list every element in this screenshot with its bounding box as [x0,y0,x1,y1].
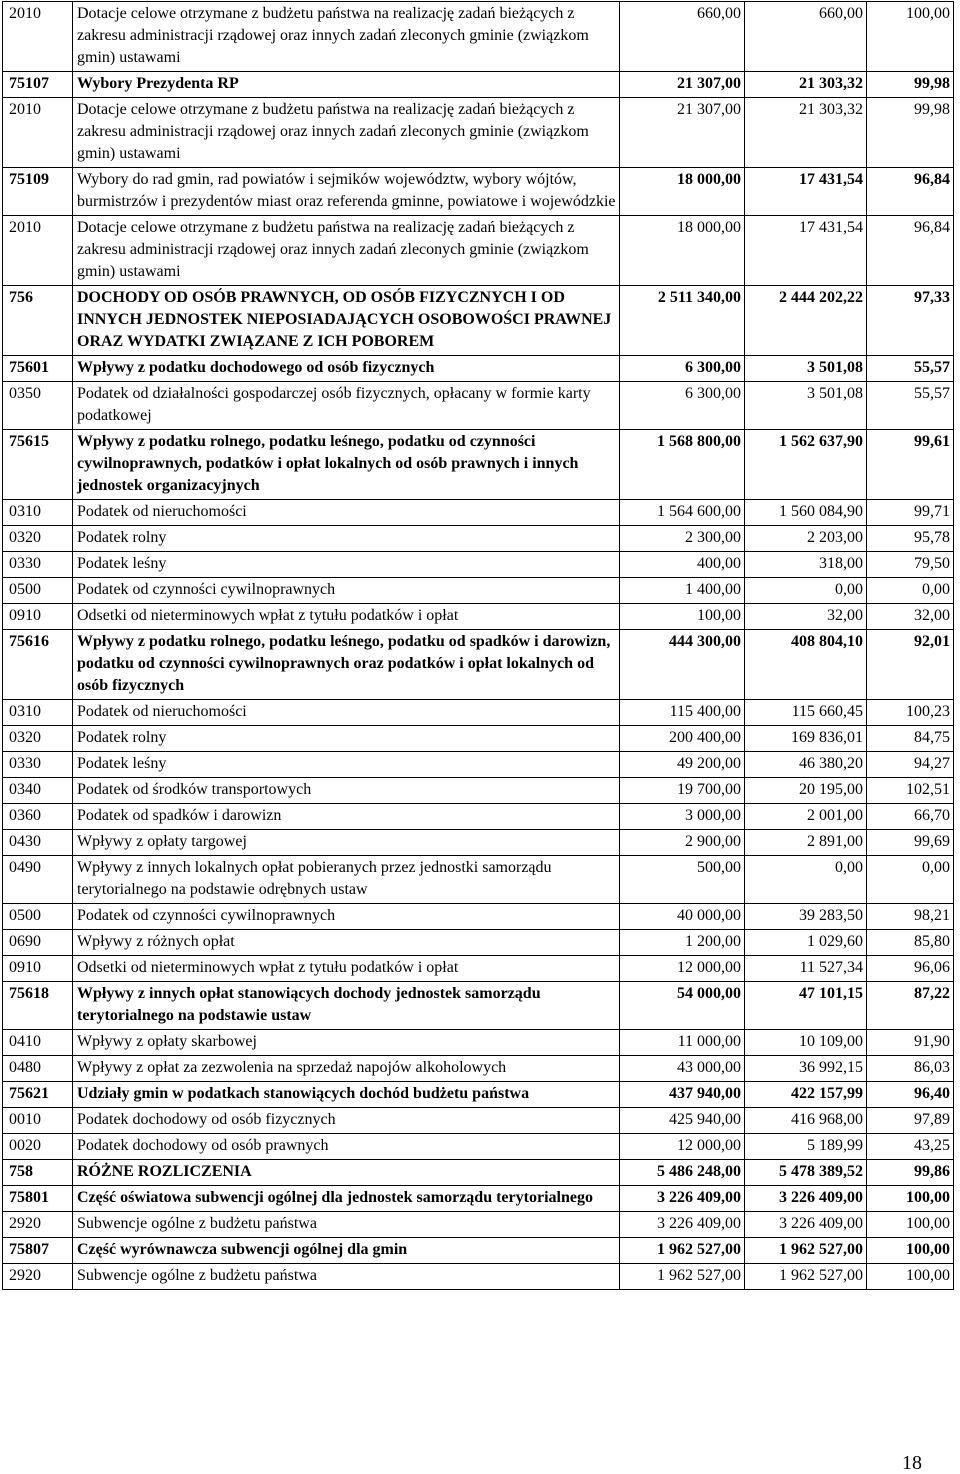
row-code: 0690 [3,930,73,956]
row-description: Wpływy z podatku dochodowego od osób fizycznych [73,356,620,382]
table-row [3,956,954,982]
row-executed-amount: 2 444 202,22 [745,286,867,356]
row-executed-amount: 0,00 [745,856,867,904]
row-executed-amount: 36 992,15 [745,1056,867,1082]
row-plan-amount: 660,00 [620,2,745,72]
row-percent: 85,80 [867,930,954,956]
row-code: 756 [3,286,73,356]
row-executed-amount: 3 501,08 [745,356,867,382]
row-plan-amount: 425 940,00 [620,1108,745,1134]
row-percent: 100,00 [867,1238,954,1264]
table-row [3,382,954,430]
row-plan-amount: 6 300,00 [620,356,745,382]
row-plan-amount: 18 000,00 [620,216,745,286]
row-percent: 100,00 [867,1264,954,1290]
row-plan-amount: 1 200,00 [620,930,745,956]
row-percent: 0,00 [867,856,954,904]
row-plan-amount: 1 962 527,00 [620,1264,745,1290]
row-code: 2920 [3,1212,73,1238]
row-plan-amount: 2 511 340,00 [620,286,745,356]
row-executed-amount: 422 157,99 [745,1082,867,1108]
row-description: Udziały gmin w podatkach stanowiących dochód budżetu państwa [73,1082,620,1108]
table-row [3,1264,954,1290]
row-code: 0340 [3,778,73,804]
table-row [3,856,954,904]
row-percent: 32,00 [867,604,954,630]
row-plan-amount: 43 000,00 [620,1056,745,1082]
table-row [3,700,954,726]
row-percent: 100,23 [867,700,954,726]
table-row [3,804,954,830]
row-plan-amount: 1 400,00 [620,578,745,604]
row-plan-amount: 21 307,00 [620,98,745,168]
row-executed-amount: 17 431,54 [745,216,867,286]
row-percent: 66,70 [867,804,954,830]
row-code: 2920 [3,1264,73,1290]
row-code: 0020 [3,1134,73,1160]
row-description: Wpływy z opłaty targowej [73,830,620,856]
table-row [3,752,954,778]
row-plan-amount: 400,00 [620,552,745,578]
row-percent: 99,98 [867,98,954,168]
table-row [3,1030,954,1056]
row-description: Podatek leśny [73,752,620,778]
table-row [3,778,954,804]
row-description: Podatek dochodowy od osób prawnych [73,1134,620,1160]
row-percent: 99,86 [867,1160,954,1186]
row-plan-amount: 5 486 248,00 [620,1160,745,1186]
row-percent: 100,00 [867,2,954,72]
row-code: 0910 [3,956,73,982]
row-code: 0330 [3,752,73,778]
row-executed-amount: 21 303,32 [745,72,867,98]
table-row [3,830,954,856]
row-executed-amount: 408 804,10 [745,630,867,700]
table-row [3,72,954,98]
table-row [3,904,954,930]
row-code: 75601 [3,356,73,382]
table-row [3,630,954,700]
row-plan-amount: 21 307,00 [620,72,745,98]
row-percent: 99,98 [867,72,954,98]
row-code: 0480 [3,1056,73,1082]
row-percent: 96,84 [867,216,954,286]
row-description: Podatek od czynności cywilnoprawnych [73,904,620,930]
row-code: 75621 [3,1082,73,1108]
row-plan-amount: 12 000,00 [620,956,745,982]
row-code: 0330 [3,552,73,578]
row-plan-amount: 19 700,00 [620,778,745,804]
row-code: 2010 [3,98,73,168]
row-percent: 97,33 [867,286,954,356]
row-executed-amount: 318,00 [745,552,867,578]
row-percent: 102,51 [867,778,954,804]
row-description: Podatek od nieruchomości [73,500,620,526]
row-executed-amount: 2 001,00 [745,804,867,830]
table-row [3,578,954,604]
table-row [3,98,954,168]
row-code: 0410 [3,1030,73,1056]
row-plan-amount: 3 226 409,00 [620,1212,745,1238]
row-description: DOCHODY OD OSÓB PRAWNYCH, OD OSÓB FIZYCZNYCH I OD INNYCH JEDNOSTEK NIEPOSIADAJĄCYCH OSOBOWOŚCI PRAWNEJ ORAZ WYDATKI ZWIĄZANE Z ICH POBOREM [73,286,620,356]
budget-table-body [3,2,954,1290]
table-row [3,500,954,526]
row-code: 0910 [3,604,73,630]
table-row [3,982,954,1030]
row-executed-amount: 3 226 409,00 [745,1212,867,1238]
row-executed-amount: 39 283,50 [745,904,867,930]
row-executed-amount: 1 962 527,00 [745,1264,867,1290]
row-executed-amount: 169 836,01 [745,726,867,752]
row-description: Podatek od nieruchomości [73,700,620,726]
row-percent: 96,06 [867,956,954,982]
row-code: 2010 [3,216,73,286]
row-executed-amount: 1 560 084,90 [745,500,867,526]
row-percent: 96,84 [867,168,954,216]
row-plan-amount: 11 000,00 [620,1030,745,1056]
row-code: 0320 [3,726,73,752]
row-description: Dotacje celowe otrzymane z budżetu państwa na realizację zadań bieżących z zakresu administracji rządowej oraz innych zadań zleconych gminie (związkom gmin) ustawami [73,216,620,286]
row-plan-amount: 40 000,00 [620,904,745,930]
row-plan-amount: 1 564 600,00 [620,500,745,526]
row-description: Wpływy z innych lokalnych opłat pobieranych przez jednostki samorządu terytorialnego na podstawie odrębnych ustaw [73,856,620,904]
row-description: Wpływy z podatku rolnego, podatku leśnego, podatku od spadków i darowizn, podatku od czynności cywilnoprawnych oraz podatków i opłat lokalnych od osób fizycznych [73,630,620,700]
row-percent: 55,57 [867,382,954,430]
row-description: Podatek rolny [73,526,620,552]
row-code: 75107 [3,72,73,98]
row-executed-amount: 10 109,00 [745,1030,867,1056]
row-code: 75807 [3,1238,73,1264]
table-row [3,526,954,552]
budget-revenue-table [2,1,954,1290]
row-code: 0310 [3,700,73,726]
table-row [3,604,954,630]
row-description: RÓŻNE ROZLICZENIA [73,1160,620,1186]
row-percent: 87,22 [867,982,954,1030]
row-percent: 79,50 [867,552,954,578]
table-row [3,1160,954,1186]
row-executed-amount: 46 380,20 [745,752,867,778]
table-row [3,930,954,956]
row-description: Wybory do rad gmin, rad powiatów i sejmików województw, wybory wójtów, burmistrzów i prezydentów miast oraz referenda gminne, powiatowe i wojewódzkie [73,168,620,216]
table-row [3,356,954,382]
row-plan-amount: 100,00 [620,604,745,630]
row-code: 0430 [3,830,73,856]
row-percent: 100,00 [867,1186,954,1212]
row-plan-amount: 3 000,00 [620,804,745,830]
row-percent: 96,40 [867,1082,954,1108]
row-executed-amount: 1 029,60 [745,930,867,956]
row-executed-amount: 1 562 637,90 [745,430,867,500]
row-percent: 95,78 [867,526,954,552]
row-executed-amount: 32,00 [745,604,867,630]
row-plan-amount: 12 000,00 [620,1134,745,1160]
row-description: Podatek od spadków i darowizn [73,804,620,830]
row-description: Wpływy z opłaty skarbowej [73,1030,620,1056]
row-description: Wpływy z innych opłat stanowiących dochody jednostek samorządu terytorialnego na podstawie ustaw [73,982,620,1030]
row-executed-amount: 416 968,00 [745,1108,867,1134]
row-description: Podatek rolny [73,726,620,752]
row-executed-amount: 1 962 527,00 [745,1238,867,1264]
row-percent: 99,61 [867,430,954,500]
row-code: 0490 [3,856,73,904]
row-code: 75618 [3,982,73,1030]
row-code: 2010 [3,2,73,72]
row-plan-amount: 54 000,00 [620,982,745,1030]
row-code: 0320 [3,526,73,552]
row-description: Subwencje ogólne z budżetu państwa [73,1264,620,1290]
row-description: Podatek od środków transportowych [73,778,620,804]
row-executed-amount: 5 478 389,52 [745,1160,867,1186]
row-plan-amount: 1 962 527,00 [620,1238,745,1264]
row-description: Odsetki od nieterminowych wpłat z tytułu podatków i opłat [73,956,620,982]
row-executed-amount: 115 660,45 [745,700,867,726]
row-description: Podatek od czynności cywilnoprawnych [73,578,620,604]
table-row [3,1212,954,1238]
row-plan-amount: 6 300,00 [620,382,745,430]
row-description: Wpływy z różnych opłat [73,930,620,956]
row-code: 0310 [3,500,73,526]
row-code: 758 [3,1160,73,1186]
table-row [3,168,954,216]
table-row [3,1082,954,1108]
table-row [3,1134,954,1160]
row-description: Podatek od działalności gospodarczej osób fizycznych, opłacany w formie karty podatkowej [73,382,620,430]
row-executed-amount: 0,00 [745,578,867,604]
row-percent: 100,00 [867,1212,954,1238]
row-executed-amount: 2 891,00 [745,830,867,856]
row-executed-amount: 20 195,00 [745,778,867,804]
row-executed-amount: 17 431,54 [745,168,867,216]
table-row [3,1186,954,1212]
row-executed-amount: 21 303,32 [745,98,867,168]
row-plan-amount: 115 400,00 [620,700,745,726]
row-plan-amount: 49 200,00 [620,752,745,778]
row-code: 0500 [3,578,73,604]
row-description: Dotacje celowe otrzymane z budżetu państwa na realizację zadań bieżących z zakresu administracji rządowej oraz innych zadań zleconych gminie (związkom gmin) ustawami [73,98,620,168]
table-row [3,216,954,286]
row-code: 75616 [3,630,73,700]
row-code: 0500 [3,904,73,930]
row-percent: 94,27 [867,752,954,778]
row-description: Wybory Prezydenta RP [73,72,620,98]
table-row [3,286,954,356]
table-row [3,1056,954,1082]
row-percent: 55,57 [867,356,954,382]
row-description: Podatek dochodowy od osób fizycznych [73,1108,620,1134]
row-plan-amount: 2 300,00 [620,526,745,552]
row-code: 75109 [3,168,73,216]
row-executed-amount: 2 203,00 [745,526,867,552]
row-percent: 91,90 [867,1030,954,1056]
row-percent: 86,03 [867,1056,954,1082]
table-row [3,552,954,578]
row-percent: 99,69 [867,830,954,856]
row-executed-amount: 11 527,34 [745,956,867,982]
row-percent: 84,75 [867,726,954,752]
row-description: Odsetki od nieterminowych wpłat z tytułu podatków i opłat [73,604,620,630]
table-row [3,1108,954,1134]
row-percent: 98,21 [867,904,954,930]
row-code: 75615 [3,430,73,500]
row-percent: 43,25 [867,1134,954,1160]
row-description: Subwencje ogólne z budżetu państwa [73,1212,620,1238]
row-code: 0010 [3,1108,73,1134]
row-plan-amount: 500,00 [620,856,745,904]
row-executed-amount: 660,00 [745,2,867,72]
page-number: 18 [902,1452,922,1474]
row-description: Podatek leśny [73,552,620,578]
row-executed-amount: 3 226 409,00 [745,1186,867,1212]
row-percent: 92,01 [867,630,954,700]
row-executed-amount: 3 501,08 [745,382,867,430]
table-row [3,726,954,752]
row-plan-amount: 200 400,00 [620,726,745,752]
row-executed-amount: 5 189,99 [745,1134,867,1160]
row-code: 0350 [3,382,73,430]
row-description: Część wyrównawcza subwencji ogólnej dla gmin [73,1238,620,1264]
row-description: Wpływy z podatku rolnego, podatku leśnego, podatku od czynności cywilnoprawnych, podatków i opłat lokalnych od osób prawnych i innych jednostek organizacyjnych [73,430,620,500]
row-description: Część oświatowa subwencji ogólnej dla jednostek samorządu terytorialnego [73,1186,620,1212]
row-code: 0360 [3,804,73,830]
row-plan-amount: 444 300,00 [620,630,745,700]
row-percent: 0,00 [867,578,954,604]
table-row [3,2,954,72]
row-plan-amount: 1 568 800,00 [620,430,745,500]
row-executed-amount: 47 101,15 [745,982,867,1030]
row-plan-amount: 437 940,00 [620,1082,745,1108]
table-row [3,430,954,500]
row-percent: 99,71 [867,500,954,526]
table-row [3,1238,954,1264]
row-plan-amount: 2 900,00 [620,830,745,856]
row-percent: 97,89 [867,1108,954,1134]
row-plan-amount: 18 000,00 [620,168,745,216]
row-plan-amount: 3 226 409,00 [620,1186,745,1212]
row-code: 75801 [3,1186,73,1212]
row-description: Dotacje celowe otrzymane z budżetu państwa na realizację zadań bieżących z zakresu administracji rządowej oraz innych zadań zleconych gminie (związkom gmin) ustawami [73,2,620,72]
row-description: Wpływy z opłat za zezwolenia na sprzedaż napojów alkoholowych [73,1056,620,1082]
